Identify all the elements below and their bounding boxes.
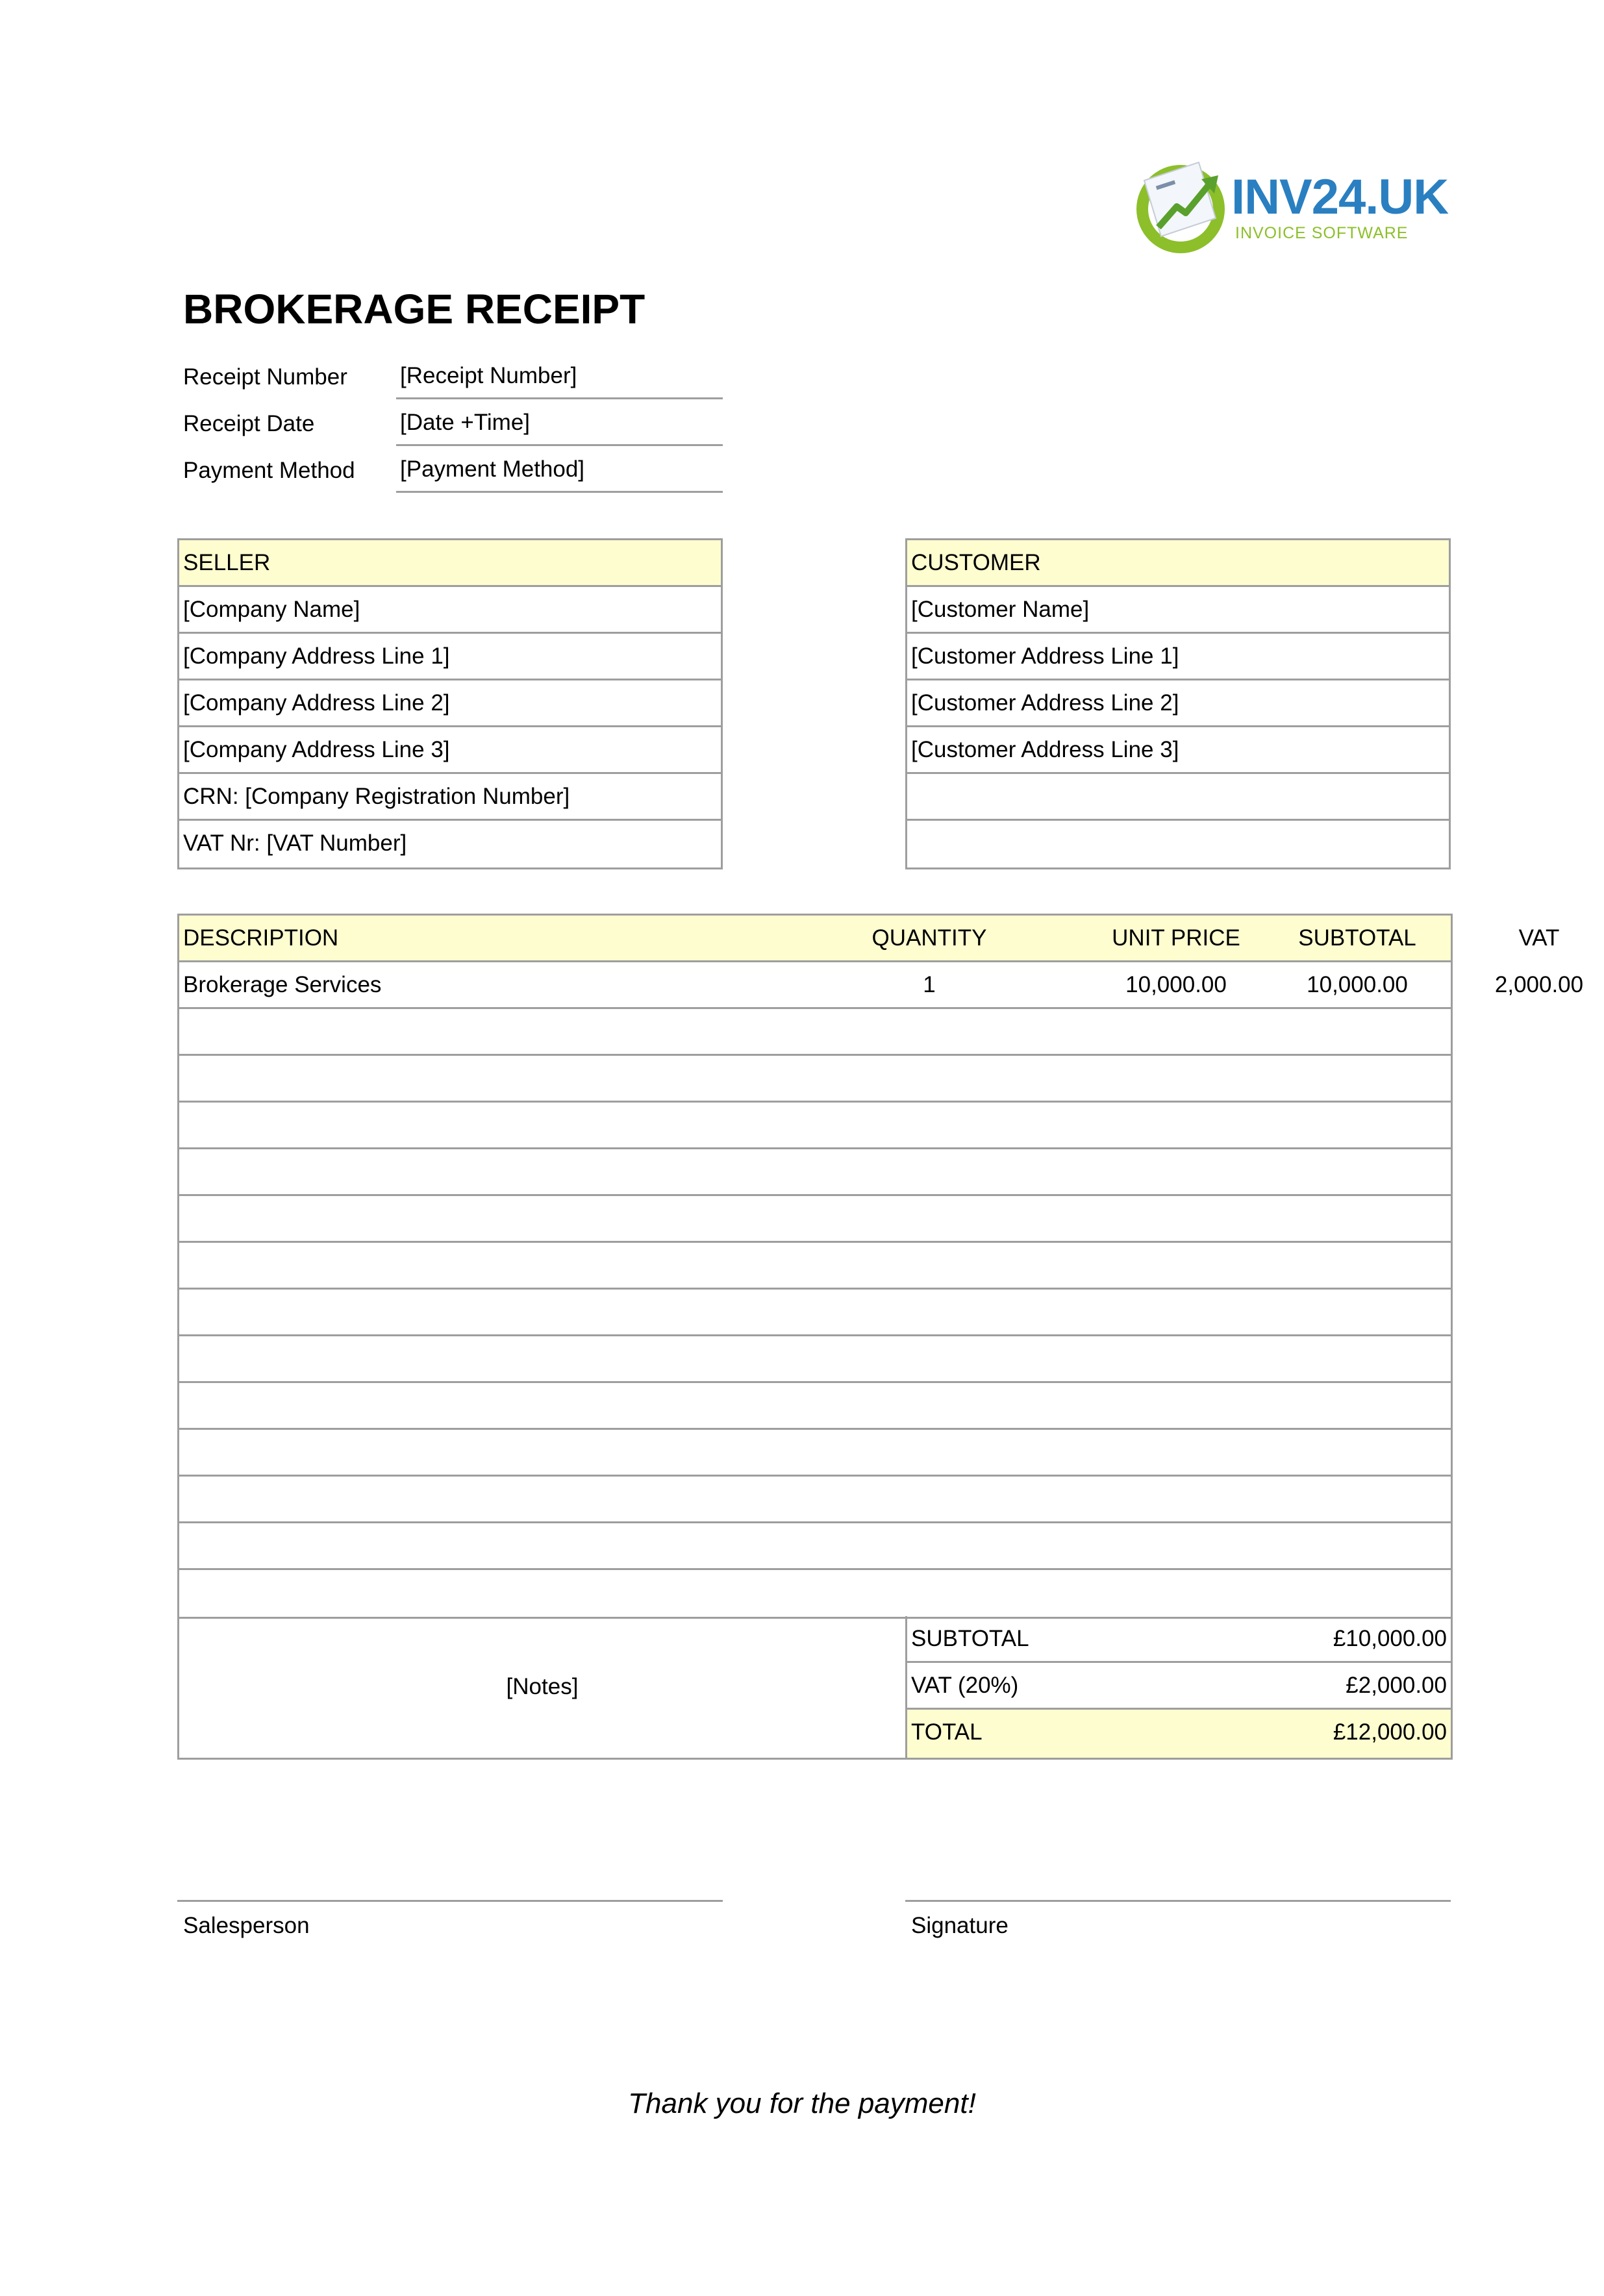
receipt-number-label: Receipt Number [183,364,347,390]
seller-company-name[interactable]: [Company Name] [179,587,721,634]
customer-extra-line-2[interactable] [907,821,1449,867]
items-table [177,914,1584,1619]
subtotal-label: SUBTOTAL [911,1626,1029,1651]
total-value: £12,000.00 [1333,1719,1447,1745]
table-row-empty[interactable] [179,1383,1451,1430]
table-row-empty[interactable] [179,1149,1451,1196]
thank-you-message: Thank you for the payment! [628,2088,976,2119]
table-row-empty[interactable] [179,1477,1451,1523]
table-row-empty[interactable] [179,1196,1451,1243]
table-row-empty[interactable] [179,1243,1451,1290]
salesperson-label: Salesperson [183,1913,310,1938]
seller-header: SELLER [179,540,721,587]
table-row-empty[interactable] [179,1009,1451,1056]
seller-vat-number[interactable]: VAT Nr: [VAT Number] [183,830,407,856]
totals-section [177,1616,1453,1760]
table-row-empty[interactable] [179,1570,1451,1617]
col-vat: VAT [1518,925,1560,951]
signature-label: Signature [911,1913,1009,1938]
items-header-row [179,916,1560,962]
customer-box [905,538,1451,869]
table-row-empty[interactable] [179,1290,1451,1336]
seller-address-line-3[interactable]: [Company Address Line 3] [179,727,721,774]
table-row-empty[interactable] [179,1523,1451,1570]
table-row-empty[interactable] [179,1056,1451,1103]
col-quantity: QUANTITY [871,925,987,951]
item-subtotal: 10,000.00 [1307,972,1408,997]
col-unit-price: UNIT PRICE [1112,925,1240,951]
receipt-date-field[interactable]: [Date +Time] [396,399,723,446]
customer-extra-line-1[interactable] [907,774,1449,821]
table-row[interactable] [179,962,1584,1009]
company-logo [1130,156,1449,260]
seller-address-line-1[interactable]: [Company Address Line 1] [179,634,721,680]
payment-method-field[interactable]: [Payment Method] [396,446,723,493]
customer-name[interactable]: [Customer Name] [907,587,1449,634]
item-vat: 2,000.00 [1494,972,1584,997]
item-description: Brokerage Services [183,972,382,997]
salesperson-signature-line[interactable] [177,1900,723,1902]
receipt-date-label: Receipt Date [183,411,315,436]
item-quantity: 1 [923,972,936,997]
customer-address-line-1[interactable]: [Customer Address Line 1] [907,634,1449,680]
table-row-empty[interactable] [179,1103,1451,1149]
vat-row [907,1663,1451,1710]
vat-label: VAT (20%) [911,1673,1019,1698]
table-row-empty[interactable] [179,1336,1451,1383]
total-label: TOTAL [911,1719,983,1745]
subtotal-value: £10,000.00 [1333,1626,1447,1651]
logo-tagline: INVOICE SOFTWARE [1235,224,1409,242]
seller-crn[interactable]: CRN: [Company Registration Number] [179,774,721,821]
customer-signature-line[interactable] [905,1900,1451,1902]
logo-name: INV24.UK [1231,169,1449,225]
receipt-number-field[interactable]: [Receipt Number] [396,353,723,399]
seller-box [177,538,723,869]
payment-method-label: Payment Method [183,458,355,483]
vat-value: £2,000.00 [1346,1673,1447,1698]
customer-address-line-3[interactable]: [Customer Address Line 3] [907,727,1449,774]
subtotal-row [907,1616,1451,1663]
total-row [907,1710,1451,1758]
col-subtotal: SUBTOTAL [1298,925,1416,951]
invoice-growth-logo-icon [1130,156,1234,260]
table-row-empty[interactable] [179,1430,1451,1477]
item-unit-price: 10,000.00 [1125,972,1227,997]
col-description: DESCRIPTION [183,925,339,951]
customer-header: CUSTOMER [907,540,1449,587]
customer-address-line-2[interactable]: [Customer Address Line 2] [907,680,1449,727]
seller-address-line-2[interactable]: [Company Address Line 2] [179,680,721,727]
notes-field[interactable]: [Notes] [179,1616,907,1758]
page-title: BROKERAGE RECEIPT [183,286,645,332]
